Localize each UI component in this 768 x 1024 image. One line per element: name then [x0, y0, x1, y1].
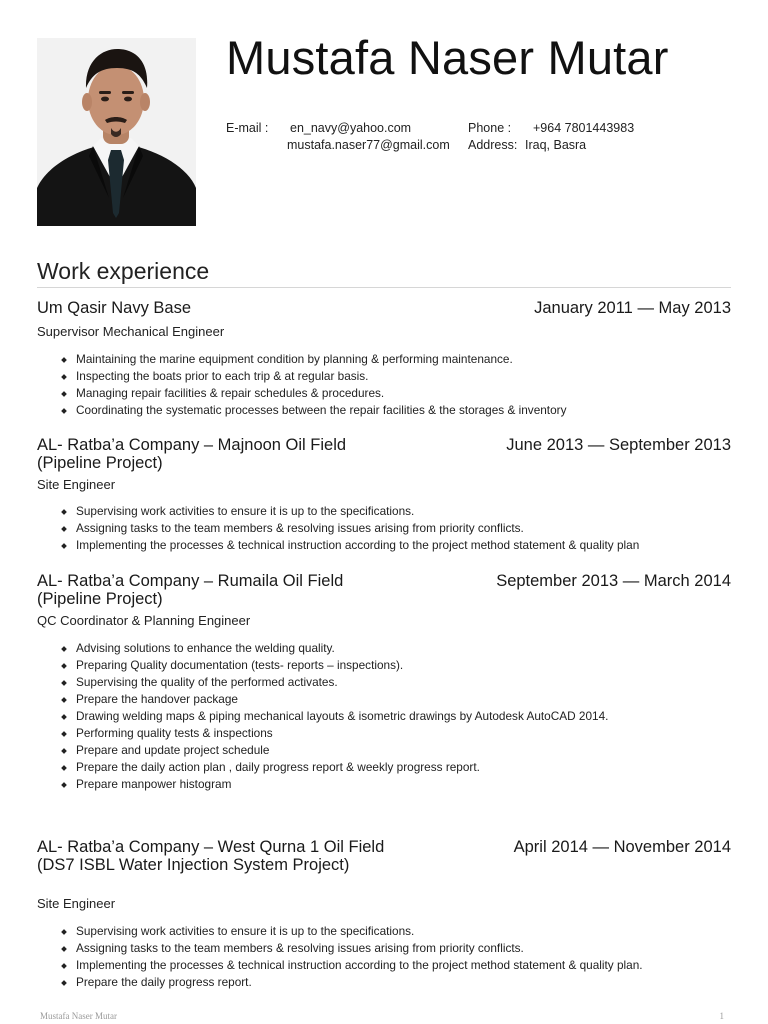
job-entry-majnoon [37, 437, 731, 554]
job-bullet: Supervising work activities to ensure it is up to the specifications. [37, 923, 731, 940]
job-bullet-list [37, 503, 731, 554]
job-company: AL- Ratba’a Company – Rumaila Oil Field (Pipeline Project) [37, 572, 344, 608]
job-bullet: Preparing Quality documentation (tests- reports – inspections). [37, 657, 731, 674]
job-bullet-list [37, 640, 731, 793]
job-bullet: Assigning tasks to the team members & resolving issues arising from priority conflicts. [37, 940, 731, 957]
job-bullet: Prepare the daily progress report. [37, 974, 731, 991]
job-role: Site Engineer [37, 477, 116, 492]
job-bullet: Maintaining the marine equipment condition by planning & performing maintenance. [37, 351, 731, 368]
section-title-work-experience: Work experience [37, 258, 210, 284]
email-primary[interactable]: en_navy@yahoo.com [290, 121, 412, 135]
job-header [37, 573, 731, 609]
footer-page-number: 1 [719, 1011, 724, 1021]
job-bullet: Prepare the daily action plan , daily progress report & weekly progress report. [37, 759, 731, 776]
section-divider [37, 287, 731, 288]
job-bullet: Inspecting the boats prior to each trip & at regular basis. [37, 368, 731, 385]
job-bullet: Prepare manpower histogram [37, 776, 731, 793]
job-bullet: Assigning tasks to the team members & resolving issues arising from priority conflicts. [37, 520, 731, 537]
job-header [37, 300, 731, 318]
address-value: Iraq, Basra [525, 138, 587, 152]
job-entry-west-qurna [37, 839, 731, 991]
email-secondary[interactable]: mustafa.naser77@gmail.com [287, 138, 450, 152]
job-bullet: Advising solutions to enhance the welding quality. [37, 640, 731, 657]
job-bullet: Supervising work activities to ensure it is up to the specifications. [37, 503, 731, 520]
resume-name: Mustafa Naser Mutar [226, 31, 669, 84]
job-dates: April 2014 — November 2014 [513, 838, 731, 856]
job-dates: September 2013 — March 2014 [496, 572, 731, 590]
job-bullet: Implementing the processes & technical instruction according to the project method statement & quality plan [37, 537, 731, 554]
job-header [37, 839, 731, 892]
job-role: QC Coordinator & Planning Engineer [37, 613, 251, 628]
job-bullet: Coordinating the systematic processes between the repair facilities & the storages & inventory [37, 402, 731, 419]
job-bullet: Implementing the processes & technical instruction according to the project method statement & quality plan. [37, 957, 731, 974]
phone-label: Phone : [468, 121, 512, 135]
job-dates: January 2011 — May 2013 [534, 299, 731, 317]
job-role: Supervisor Mechanical Engineer [37, 324, 225, 339]
phone-value: +964 7801443983 [533, 121, 635, 135]
job-bullet: Drawing welding maps & piping mechanical layouts & isometric drawings by Autodesk AutoCAD 2014. [37, 708, 731, 725]
address-label: Address: [468, 138, 518, 152]
profile-photo [37, 38, 196, 226]
email-label: E-mail : [226, 121, 269, 135]
footer-name: Mustafa Naser Mutar [40, 1011, 117, 1021]
job-dates: June 2013 — September 2013 [506, 436, 731, 454]
job-header [37, 437, 731, 473]
profile-photo-image [37, 38, 196, 226]
job-bullet: Performing quality tests & inspections [37, 725, 731, 742]
job-bullet-list [37, 351, 731, 419]
job-bullet-list [37, 923, 731, 991]
job-company: AL- Ratba’a Company – West Qurna 1 Oil Field (DS7 ISBL Water Injection System Project) [37, 838, 385, 874]
job-bullet: Supervising the quality of the performed activates. [37, 674, 731, 691]
job-bullet: Prepare and update project schedule [37, 742, 731, 759]
job-company: Um Qasir Navy Base [37, 299, 192, 317]
job-company: AL- Ratba’a Company – Majnoon Oil Field (Pipeline Project) [37, 436, 347, 472]
job-entry-um-qasir [37, 300, 731, 419]
job-bullet: Prepare the handover package [37, 691, 731, 708]
job-bullet: Managing repair facilities & repair schedules & procedures. [37, 385, 731, 402]
job-role: Site Engineer [37, 896, 116, 911]
job-entry-rumaila [37, 573, 731, 793]
